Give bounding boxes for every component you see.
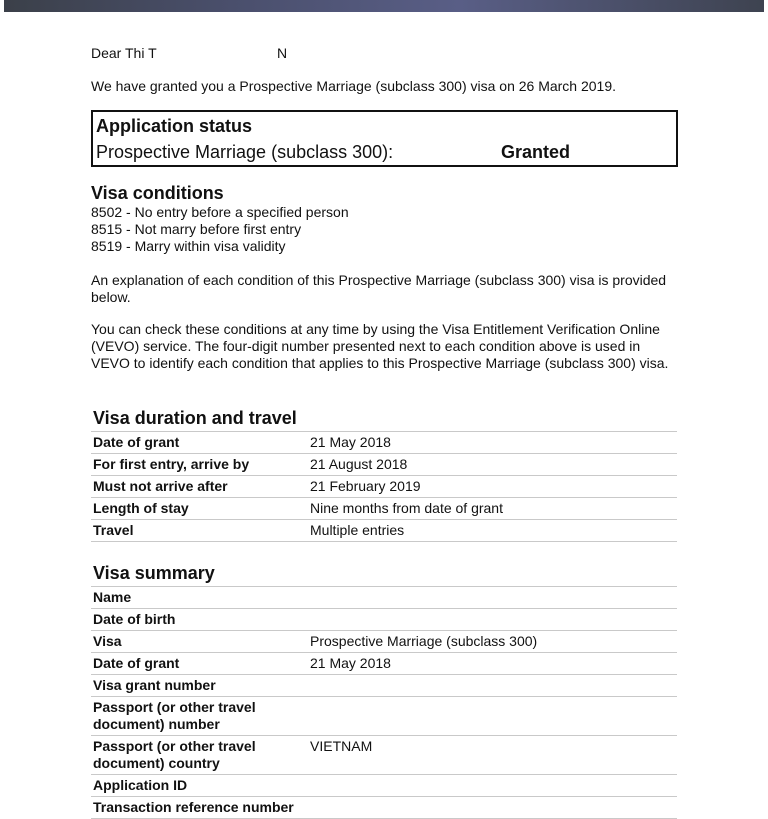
visa-conditions-list	[91, 204, 349, 255]
condition-item: 8519 - Marry within visa validity	[91, 238, 286, 254]
application-status-value: Granted	[501, 142, 571, 162]
row-label: Must not arrive after	[91, 476, 308, 498]
row-value: 21 August 2018	[308, 454, 677, 476]
table-row	[91, 697, 677, 736]
row-value	[308, 797, 677, 819]
table-row	[91, 775, 677, 797]
row-label: Date of birth	[91, 609, 308, 631]
row-label: Date of grant	[91, 432, 308, 454]
table-row	[91, 454, 677, 476]
table-row	[91, 609, 677, 631]
visa-summary-heading: Visa summary	[93, 563, 215, 583]
application-status-label: Prospective Marriage (subclass 300):	[96, 142, 394, 162]
row-label: Visa grant number	[91, 675, 308, 697]
row-value: 21 May 2018	[308, 432, 677, 454]
condition-item: 8502 - No entry before a specified person	[91, 204, 349, 220]
vevo-note: You can check these conditions at any time by using the Visa Entitlement Verification Online (VEVO) service. The four-digit number presented next to each condition above is used in VEVO to identify each condition that applies to this Prospective Marriage (subclass 300) visa.	[91, 321, 669, 371]
grant-statement: We have granted you a Prospective Marriage (subclass 300) visa on 26 March 2019.	[91, 78, 617, 94]
row-label: Date of grant	[91, 653, 308, 675]
condition-item: 8515 - Not marry before first entry	[91, 221, 302, 237]
row-label: Visa	[91, 631, 308, 653]
row-label: Transaction reference number	[91, 797, 308, 819]
row-value: Nine months from date of grant	[308, 498, 677, 520]
table-row	[91, 797, 677, 819]
row-label: Name	[91, 587, 308, 609]
row-value	[308, 697, 677, 736]
visa-duration-heading: Visa duration and travel	[93, 408, 297, 428]
surname-initial: N	[277, 45, 288, 61]
visa-duration-table	[91, 431, 677, 542]
table-row	[91, 476, 677, 498]
header-bar	[4, 0, 764, 12]
row-value	[308, 675, 677, 697]
conditions-explanation: An explanation of each condition of this Prospective Marriage (subclass 300) visa is provided below.	[91, 272, 667, 305]
row-value: Multiple entries	[308, 520, 677, 542]
row-label: Travel	[91, 520, 308, 542]
table-row	[91, 432, 677, 454]
table-row	[91, 736, 677, 775]
row-label: Length of stay	[91, 498, 308, 520]
table-row	[91, 653, 677, 675]
row-value	[308, 609, 677, 631]
visa-summary-table	[91, 586, 677, 819]
row-label: Passport (or other travel document) number	[91, 697, 308, 736]
row-value: 21 February 2019	[308, 476, 677, 498]
salutation: Dear Thi T	[91, 45, 157, 61]
table-row	[91, 498, 677, 520]
row-label: Application ID	[91, 775, 308, 797]
application-status-title: Application status	[96, 116, 253, 136]
visa-conditions-heading: Visa conditions	[91, 183, 224, 203]
table-row	[91, 631, 677, 653]
table-row	[91, 587, 677, 609]
row-label: For first entry, arrive by	[91, 454, 308, 476]
table-row	[91, 520, 677, 542]
row-label: Passport (or other travel document) country	[91, 736, 308, 775]
table-row	[91, 675, 677, 697]
row-value	[308, 775, 677, 797]
row-value: VIETNAM	[308, 736, 677, 775]
row-value	[308, 587, 677, 609]
application-status-box	[91, 110, 678, 167]
row-value: Prospective Marriage (subclass 300)	[308, 631, 677, 653]
row-value: 21 May 2018	[308, 653, 677, 675]
